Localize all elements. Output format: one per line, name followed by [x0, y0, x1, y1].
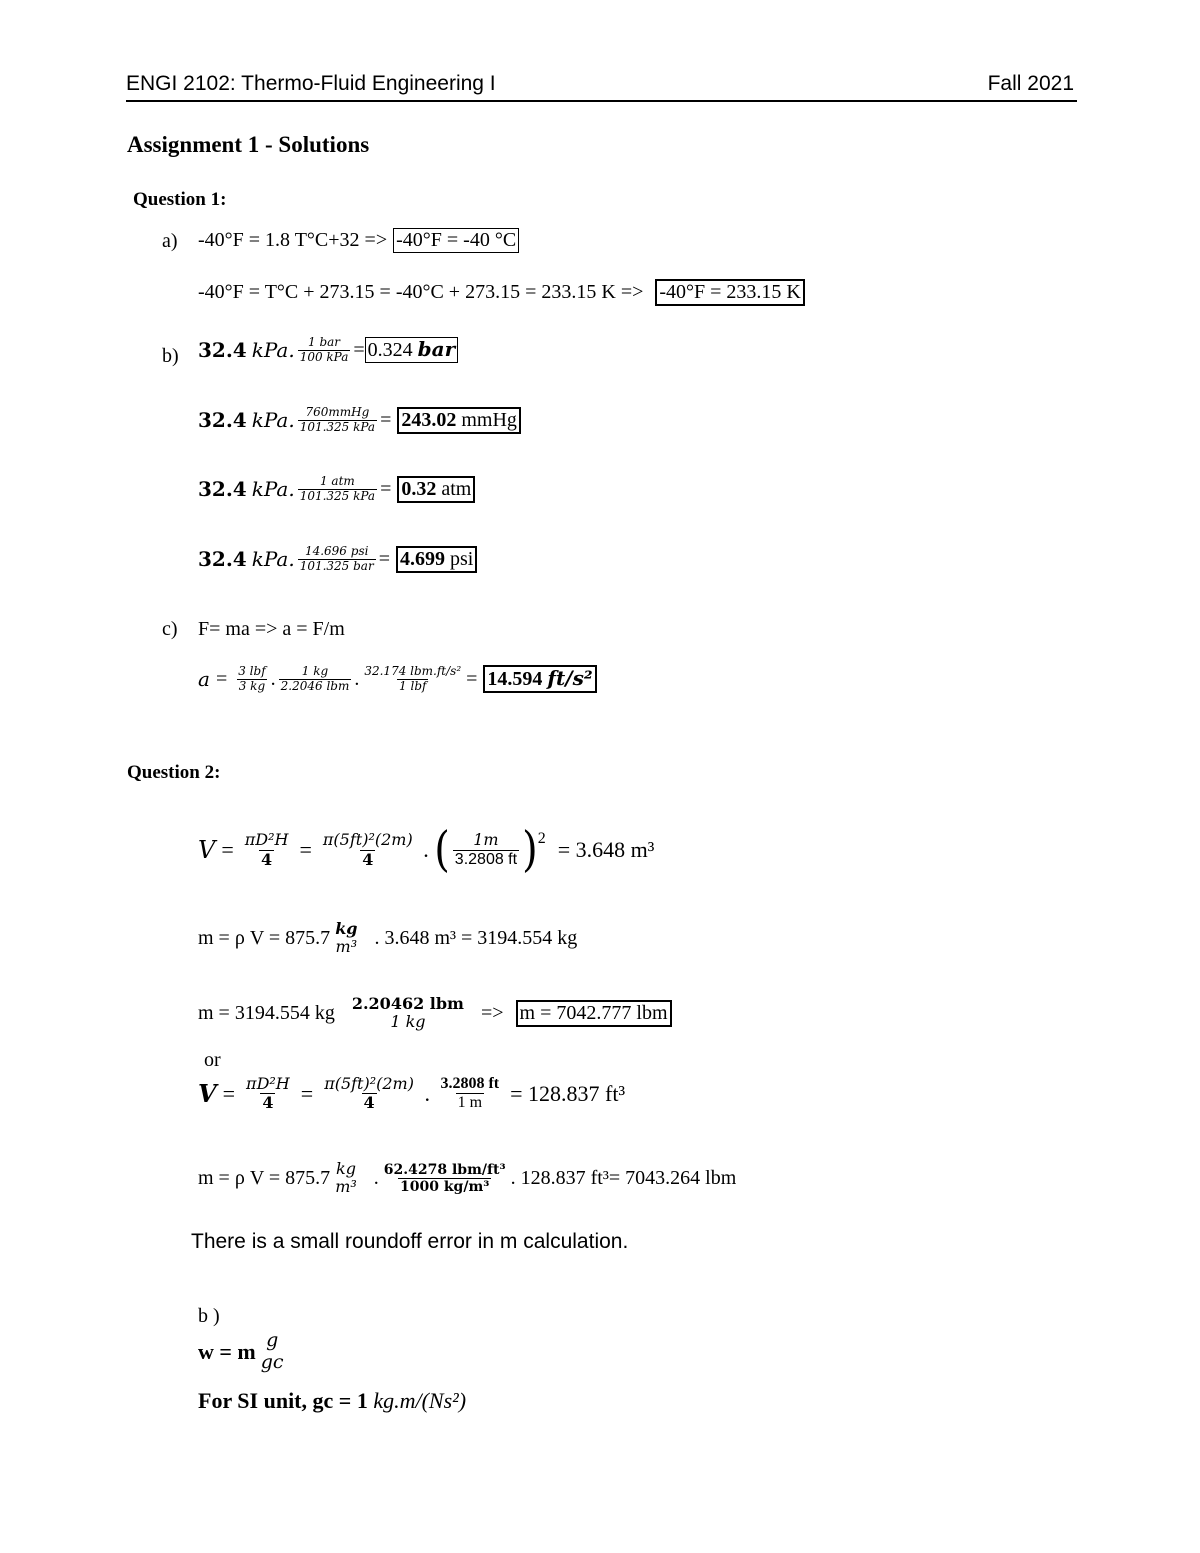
- eq-a-1-text: -40°F = 1.8 T°C+32 =>: [198, 229, 388, 251]
- eq-v-1-conv-den: [453, 850, 519, 869]
- eq-v-2-result: = 128.837 ft³: [510, 1080, 626, 1106]
- answer-b-4-value: 4.699: [399, 547, 445, 570]
- eq-m-2-fraction: [350, 995, 466, 1032]
- part-a-label: a): [162, 230, 178, 252]
- answer-b-2-unit: mmHg: [461, 408, 517, 431]
- eq-b-4-fraction: [298, 545, 376, 574]
- eq-b-4-num: 14.696 psi: [304, 544, 369, 558]
- eq-v-1-conv-den-text: 3.2808 ft: [454, 850, 518, 868]
- eq-v-1-den-1: 4: [261, 849, 273, 869]
- eq-v-2-conv-den: 1 m: [457, 1094, 483, 1112]
- answer-c-value: 14.594: [487, 668, 543, 691]
- eq-b-4-den: 101.325 bar: [299, 558, 374, 573]
- eq-b-2-fraction: [298, 406, 377, 435]
- eq-v-2-conv-num: 3.2808 ft: [440, 1075, 500, 1092]
- header-rule: [126, 100, 1077, 102]
- eq-m-2: [198, 995, 672, 1032]
- eq-w: [198, 1330, 289, 1374]
- eq-b-4-unit: kPa.: [251, 547, 295, 572]
- eq-m-1: [198, 920, 577, 957]
- eq-m-1-den: m³: [335, 937, 358, 957]
- question-2-heading: Question 2:: [127, 762, 221, 783]
- term: Fall 2021: [987, 72, 1074, 95]
- page-title: Assignment 1 - Solutions: [127, 132, 370, 157]
- eq-m-3-density-unit: [333, 1160, 359, 1197]
- eq-b-3-num: 1 atm: [319, 474, 355, 488]
- eq-b-4: 32.4 kPa. $\frac{\text{14.696 psi}}{\text{101.325 bar}}$ = 4.699 psi: [198, 545, 477, 574]
- eq-m-1-lhs: m = ρ V = 875.7: [198, 926, 331, 949]
- eq-c-1: F= ma => a = F/m: [198, 618, 345, 640]
- eq-v-2-den-1: 4: [262, 1093, 274, 1113]
- eq-m-3: m = ρ V = 875.7 kg m³ . $\frac{\text{62.4278 lbm/ft³}}{\text{1000 kg/m³}}$ . 128.837 ft³= 7043.264 lbm: [198, 1159, 737, 1197]
- eq-c-2-fraction-3: [362, 665, 463, 694]
- eq-a-1: [198, 228, 519, 253]
- or-text: or: [204, 1049, 221, 1071]
- volume-symbol-2: V: [198, 1079, 217, 1109]
- answer-box-c: [483, 665, 596, 693]
- answer-c-unit: ft/s²: [547, 666, 593, 691]
- eq-v-1-conv-num: 1m: [473, 830, 499, 850]
- eq-v-1-conversion: [453, 831, 519, 869]
- eq-b-3-den: 101.325 kPa: [299, 488, 376, 503]
- eq-m-3-lhs: m = ρ V = 875.7: [198, 1166, 331, 1189]
- eq-m-1-rhs: . 3.648 m³ = 3194.554 kg: [374, 926, 578, 949]
- eq-c-2-den-3: 1 lbf: [399, 678, 427, 693]
- answer-box-b-3: [397, 476, 475, 503]
- eq-a-2: [198, 279, 805, 306]
- answer-box-b-1: [365, 337, 458, 363]
- eq-b-1-fraction: [298, 336, 351, 365]
- eq-m-3-num: kg: [336, 1159, 356, 1178]
- eq-m-2-lhs: m = 3194.554 kg: [198, 1001, 335, 1024]
- eq-b-3-unit: kPa.: [251, 477, 295, 502]
- eq-w-lhs: w = m: [198, 1338, 256, 1364]
- eq-w-fraction: [259, 1330, 286, 1374]
- answer-box-b-2: [397, 407, 521, 434]
- answer-b-4-unit: psi: [449, 547, 474, 570]
- answer-box-m: m = 7042.777 lbm: [516, 1000, 672, 1027]
- eq-c-2-den-2: 2.2046 lbm: [280, 678, 350, 693]
- eq-m-2-arrow: =>: [480, 1001, 504, 1024]
- eq-m-3-conversion: [382, 1162, 508, 1195]
- eq-v-1-num-1: πD²H: [244, 830, 289, 850]
- eq-v-1-fraction-2: [321, 831, 415, 869]
- eq-b-1-den: 100 kPa: [299, 349, 349, 364]
- eq-v-2-fraction-1: [244, 1075, 292, 1113]
- eq-v-1: V = $\frac{\text{πD²H}}{4}$ = $\frac{\text{π(5ft)²(2m)}}{4}$ . ( $\frac{1m}{3.2808 ft}$ ) $^2$ = 3.648 m³: [198, 822, 655, 878]
- left-paren: (: [434, 822, 450, 878]
- answer-b-3-unit: atm: [441, 477, 472, 500]
- eq-m-2-num: 2.20462 lbm: [351, 994, 464, 1013]
- eq-w-den: gc: [260, 1350, 284, 1373]
- si-unit-value: kg.m/(Ns²): [373, 1388, 467, 1413]
- eq-b-4-value: 32.4: [198, 547, 247, 572]
- answer-box-a-1: -40°F = -40 °C: [393, 228, 519, 253]
- part-b-label: b): [162, 345, 179, 367]
- eq-a-2-text: -40°F = T°C + 273.15 = -40°C + 273.15 = 233.15 K =>: [198, 281, 644, 303]
- answer-b-3-value: 0.32: [401, 477, 437, 500]
- q2-part-b-label: b ): [198, 1305, 220, 1327]
- eq-b-1-value: 32.4: [198, 338, 247, 363]
- eq-c-2: a = $\frac{\text{3 lbf}}{3 kg}$ . $\frac{1 kg}{\text{2.2046 lbm}}$ . $\frac{\text{32.174 lbm.ft/s²}}{\text{1 lbf}}$ = 14.594 ft/s²: [198, 665, 597, 694]
- eq-c-2-fraction-2: [279, 665, 352, 694]
- eq-v-1-den-2: 4: [362, 849, 374, 869]
- eq-m-1-density-unit: [333, 920, 359, 957]
- roundoff-note: There is a small roundoff error in m calculation.: [191, 1230, 629, 1253]
- eq-m-3-conv-num: 62.4278 lbm/ft³: [383, 1161, 506, 1178]
- eq-v-2-fraction-2: [322, 1075, 416, 1113]
- si-unit-line: [198, 1388, 466, 1414]
- eq-c-2-num-1: 3 lbf: [238, 664, 266, 678]
- eq-b-3-fraction: [298, 475, 377, 504]
- part-c-label: c): [162, 618, 178, 640]
- eq-w-num: g: [266, 1329, 279, 1351]
- answer-b-2-value: 243.02: [401, 408, 457, 431]
- eq-v-2-den-2: 4: [363, 1093, 375, 1113]
- eq-m-3-conv-den: 1000 kg/m³: [400, 1178, 490, 1195]
- si-unit-text: For SI unit, gc = 1: [198, 1388, 368, 1413]
- eq-m-2-den: 1 kg: [390, 1012, 426, 1032]
- answer-box-a-2: -40°F = 233.15 K: [655, 279, 805, 306]
- eq-b-2: 32.4 kPa. $\frac{\text{760mmHg}}{\text{101.325 kPa}}$ = 243.02 mmHg: [198, 406, 521, 435]
- eq-c-2-lhs: a: [198, 667, 210, 692]
- eq-m-3-rhs: . 128.837 ft³= 7043.264 lbm: [510, 1166, 737, 1189]
- eq-b-1-unit: kPa.: [251, 338, 295, 363]
- eq-b-3-value: 32.4: [198, 477, 247, 502]
- eq-v-1-fraction-1: [243, 831, 291, 869]
- eq-v-1-num-2: π(5ft)²(2m): [322, 830, 413, 850]
- eq-c-2-num-2: 1 kg: [301, 664, 329, 678]
- eq-m-1-num: kg: [335, 919, 358, 938]
- eq-v-2-conversion: [438, 1075, 501, 1113]
- answer-box-b-4: [396, 546, 477, 573]
- answer-b-1-value: 0.324: [367, 339, 413, 362]
- eq-v-1-result: = 3.648 m³: [557, 837, 655, 862]
- question-1-heading: Question 1:: [133, 189, 227, 210]
- eq-v-2-num-1: πD²H: [246, 1074, 290, 1093]
- volume-symbol: V: [198, 836, 216, 864]
- eq-b-2-num: 760mmHg: [305, 405, 370, 419]
- answer-b-1-unit: bar: [417, 337, 456, 362]
- course-title: ENGI 2102: Thermo-Fluid Engineering I: [126, 72, 496, 95]
- eq-b-3: 32.4 kPa. $\frac{\text{1 atm}}{\text{101.325 kPa}}$ = 0.32 atm: [198, 475, 475, 504]
- right-paren: ): [522, 822, 538, 878]
- eq-b-1: 32.4 kPa. $\frac{\text{1 bar}}{\text{100 kPa}}$ = 0.324 bar: [198, 336, 458, 365]
- eq-v-2: V = $\frac{\text{πD²H}}{4}$ = $\frac{\text{π(5ft)²(2m)}}{4}$ . $\frac{3.2808 ft}{1 m}$ = 128.837 ft³: [198, 1074, 626, 1113]
- eq-v-2-num-2: π(5ft)²(2m): [324, 1074, 414, 1093]
- eq-c-2-fraction-1: [236, 665, 267, 694]
- eq-m-3-den: m³: [335, 1177, 357, 1197]
- eq-b-2-unit: kPa.: [251, 408, 295, 433]
- eq-b-2-value: 32.4: [198, 408, 247, 433]
- eq-b-1-num: 1 bar: [308, 335, 341, 349]
- eq-b-2-den: 101.325 kPa: [299, 419, 376, 434]
- eq-c-2-den-1: 3 kg: [238, 678, 266, 693]
- eq-c-2-num-3: 32.174 lbm.ft/s²: [364, 664, 462, 678]
